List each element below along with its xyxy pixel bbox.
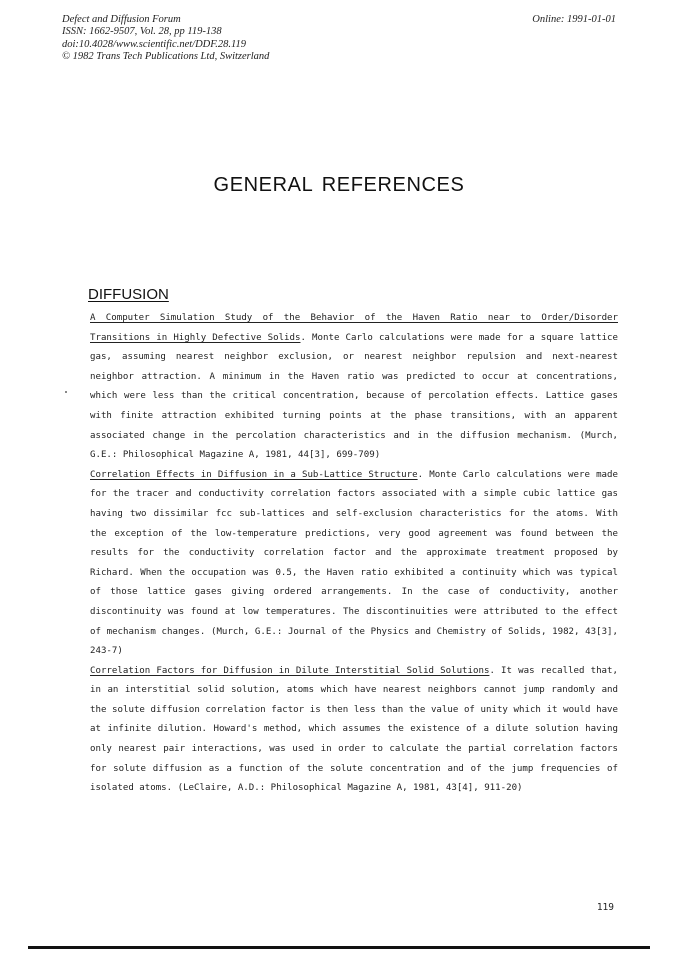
reference-text: . It was recalled that, in an interstitial solid solution, atoms which have nearest neighbors cannot jump randomly and the solute diffusion correlation factor is then less than the value of unity which it would have at infinite dilution. Howard's method, which assumes the existence of a dilute solution having only nearest pair interactions, was used in order to calculate the partial correlation factors for solute diffusion as a function of the solute concentration and of the jump frequencies of isolated atoms. (LeClaire, A.D.: Philosophical Magazine A, 1981, 43[4], 911-20): [90, 665, 618, 794]
reference-title: Correlation Effects in Diffusion in a Sub-Lattice Structure: [90, 469, 418, 480]
reference-entry: [90, 466, 618, 662]
reference-entry: [90, 662, 618, 799]
page-title: GENERAL REFERENCES: [213, 174, 465, 196]
page-number: 119: [596, 902, 614, 913]
reference-title: Correlation Factors for Diffusion in Dilute Interstitial Solid Solutions: [90, 665, 490, 676]
bottom-rule: [28, 946, 650, 949]
online-date: Online: 1991-01-01: [532, 14, 616, 25]
header-citation: [62, 14, 269, 64]
doi-line: doi:10.4028/www.scientific.net/DDF.28.119: [62, 38, 247, 50]
issn-line: ISSN: 1662-9507, Vol. 28, pp 119-138: [62, 26, 222, 38]
copyright-line: © 1982 Trans Tech Publications Ltd, Switzerland: [62, 51, 270, 63]
reference-entry: [90, 309, 618, 466]
reference-text: . Monte Carlo calculations were made for a square lattice gas, assuming nearest neighbor exclusion, or nearest neighbor repulsion and next-nearest neighbor attraction. A minimum in the Haven ratio was predicted to occur at concentrations, which were less than the critical concentration, because of percolation effects. Lattice gases with finite attraction exhibited turning points at the phase transitions, with an apparent associated change in the percolation characteristics and in the diffusion mechanism. (Murch, G.E.: Philosophical Magazine A, 1981, 44[3], 699-709): [90, 332, 619, 461]
journal-name: Defect and Diffusion Forum: [62, 14, 181, 25]
reference-text: . Monte Carlo calculations were made for the tracer and conductivity correlation factors associated with a simple cubic lattice gas having two dissimilar fcc sub-lattices and self-exclusion characteristics for the atoms. With the exception of the low-temperature predictions, very good agreement was found between the results for the conductivity correlation factor and the approximate treatment proposed by Richard. When the occupation was 0.5, the Haven ratio exhibited a continuity which was typical of those lattice gases giving ordered arrangements. In the case of conductivity, another discontinuity was found at low temperatures. The discontinuities were attributed to the effect of mechanism changes. (Murch, G.E.: Journal of the Physics and Chemistry of Solids, 1982, 43[3], 243-7): [90, 469, 618, 657]
reference-title: A Computer Simulation Study of the Behavior of the Haven Ratio near to Order/Disorder Transitions in Highly Defective Solids: [90, 313, 618, 343]
reference-list: [90, 309, 618, 799]
margin-mark: [65, 391, 67, 393]
section-heading: DIFFUSION: [88, 286, 169, 303]
